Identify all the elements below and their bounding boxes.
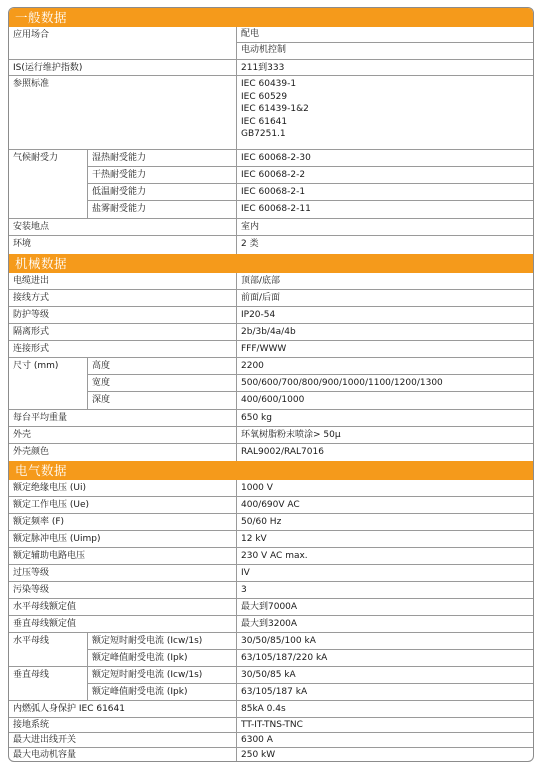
table-row xyxy=(9,514,533,531)
row-value: 环氧树脂粉末喷涂> 50μ xyxy=(236,427,534,443)
row-value: 12 kV xyxy=(236,531,534,547)
table-row xyxy=(9,599,533,616)
table-row xyxy=(9,150,533,219)
sub-value: IEC 60068-2-30 xyxy=(236,150,534,166)
row-label: 防护等级 xyxy=(13,310,50,320)
table-row xyxy=(9,582,533,599)
sub-value: IEC 60068-2-1 xyxy=(236,184,534,200)
table-row xyxy=(9,290,533,307)
sub-value: IEC 60068-2-2 xyxy=(236,167,534,183)
row-label: 额定辅助电路电压 xyxy=(13,551,86,561)
sub-row xyxy=(87,392,534,409)
sub-value: 30/50/85/100 kA xyxy=(236,633,534,649)
row-value: 250 kW xyxy=(236,748,534,762)
row-label: 水平母线 xyxy=(13,636,50,646)
row-label: 电缆进出 xyxy=(13,276,50,286)
sub-value: 30/50/85 kA xyxy=(236,667,534,683)
row-value: 2 类 xyxy=(236,236,534,254)
table-row xyxy=(9,616,533,633)
row-value: 最大到3200A xyxy=(236,616,534,632)
row-value: 3 xyxy=(236,582,534,598)
row-value: 6300 A xyxy=(236,733,534,747)
table-row xyxy=(9,667,533,701)
row-label: 参照标准 xyxy=(13,79,50,89)
row-label: 额定频率 (F) xyxy=(13,517,65,527)
row-label: 应用场合 xyxy=(13,30,50,40)
row-label: 最大进出线开关 xyxy=(13,735,77,745)
sub-value: 500/600/700/800/900/1000/1100/1200/1300 xyxy=(236,375,534,391)
row-label: 垂直母线 xyxy=(13,670,50,680)
table-row xyxy=(9,27,533,60)
table-row xyxy=(9,565,533,582)
row-label: 垂直母线额定值 xyxy=(13,619,77,629)
table-row xyxy=(9,531,533,548)
sub-label: 额定短时耐受电流 (Icw/1s) xyxy=(87,633,236,649)
row-label: 尺寸 (mm) xyxy=(13,361,59,371)
table-row xyxy=(9,633,533,667)
sub-label: 湿热耐受能力 xyxy=(87,150,236,166)
row-label: 污染等级 xyxy=(13,585,50,595)
row-value: 顶部/底部 xyxy=(236,273,534,289)
sub-value: 63/105/187 kA xyxy=(236,684,534,701)
section-header-general: 一般数据 xyxy=(9,8,533,27)
table-row xyxy=(9,341,533,358)
row-value: 2b/3b/4a/4b xyxy=(236,324,534,340)
table-row xyxy=(9,497,533,514)
row-label: 最大电动机容量 xyxy=(13,750,77,760)
table-row xyxy=(9,236,533,254)
table-row xyxy=(9,701,533,718)
row-label: 安装地点 xyxy=(13,222,50,232)
row-value: IV xyxy=(236,565,534,581)
table-row xyxy=(9,358,533,410)
sub-label: 高度 xyxy=(87,358,236,374)
row-label: 额定绝缘电压 (Ui) xyxy=(13,483,86,493)
row-label: 接地系统 xyxy=(13,720,50,730)
value-line: 配电 xyxy=(237,27,534,43)
table-row xyxy=(9,410,533,427)
row-label: 气候耐受力 xyxy=(13,153,59,163)
table-row xyxy=(9,307,533,324)
sub-label: 干热耐受能力 xyxy=(87,167,236,183)
sub-row xyxy=(87,650,534,667)
sub-label: 额定短时耐受电流 (Icw/1s) xyxy=(87,667,236,683)
sub-label: 额定峰值耐受电流 (Ipk) xyxy=(87,684,236,701)
row-value: RAL9002/RAL7016 xyxy=(236,444,534,461)
sub-row xyxy=(87,358,534,375)
table-row xyxy=(9,480,533,497)
sub-value: 63/105/187/220 kA xyxy=(236,650,534,667)
section-header-electrical: 电气数据 xyxy=(9,461,533,480)
table-row xyxy=(9,427,533,444)
row-label: 连接形式 xyxy=(13,344,50,354)
row-value: FFF/WWW xyxy=(236,341,534,357)
row-label: 外壳 xyxy=(13,430,32,440)
table-row xyxy=(9,219,533,236)
row-label: IS(运行维护指数) xyxy=(13,63,83,73)
value-line: 电动机控制 xyxy=(241,45,287,55)
row-label: 水平母线额定值 xyxy=(13,602,77,612)
row-label: 额定工作电压 (Ue) xyxy=(13,500,90,510)
sub-label: 低温耐受能力 xyxy=(87,184,236,200)
sub-label: 盐雾耐受能力 xyxy=(87,201,236,218)
row-label: 每台平均重量 xyxy=(13,413,68,423)
row-value xyxy=(236,27,534,59)
sub-row xyxy=(87,150,534,167)
row-value: 400/690V AC xyxy=(236,497,534,513)
row-label: 额定脉冲电压 (Uimp) xyxy=(13,534,101,544)
table-row xyxy=(9,76,533,150)
table-row xyxy=(9,748,533,762)
row-value: 前面/后面 xyxy=(236,290,534,306)
table-row xyxy=(9,548,533,565)
spec-table xyxy=(8,7,534,762)
row-label: 内燃弧人身保护 IEC 61641 xyxy=(13,704,125,714)
sub-row xyxy=(87,184,534,201)
row-value: 85kA 0.4s xyxy=(236,701,534,717)
sub-label: 额定峰值耐受电流 (Ipk) xyxy=(87,650,236,667)
sub-value: 400/600/1000 xyxy=(236,392,534,409)
row-label: 过压等级 xyxy=(13,568,50,578)
table-row xyxy=(9,718,533,733)
row-value: 211到333 xyxy=(236,60,534,75)
sub-value: 2200 xyxy=(236,358,534,374)
table-row xyxy=(9,444,533,461)
sub-row xyxy=(87,375,534,392)
sub-label: 宽度 xyxy=(87,375,236,391)
row-value: 50/60 Hz xyxy=(236,514,534,530)
sub-row xyxy=(87,684,534,701)
row-value: IP20-54 xyxy=(236,307,534,323)
row-value: IEC 60439-1 IEC 60529 IEC 61439-1&2 IEC 61641 GB7251.1 xyxy=(236,76,534,149)
row-value: 室内 xyxy=(236,219,534,235)
section-header-mechanical: 机械数据 xyxy=(9,254,533,273)
sub-row xyxy=(87,667,534,684)
table-row xyxy=(9,733,533,748)
table-row xyxy=(9,273,533,290)
sub-value: IEC 60068-2-11 xyxy=(236,201,534,218)
row-label: 隔离形式 xyxy=(13,327,50,337)
row-value: 最大到7000A xyxy=(236,599,534,615)
row-label: 外壳颜色 xyxy=(13,447,50,457)
row-value: 230 V AC max. xyxy=(236,548,534,564)
table-row xyxy=(9,60,533,76)
sub-row xyxy=(87,633,534,650)
sub-row xyxy=(87,201,534,218)
sub-row xyxy=(87,167,534,184)
sub-label: 深度 xyxy=(87,392,236,409)
row-label: 环境 xyxy=(13,239,32,249)
row-label: 接线方式 xyxy=(13,293,50,303)
table-row xyxy=(9,324,533,341)
row-value: 1000 V xyxy=(236,480,534,496)
row-value: 650 kg xyxy=(236,410,534,426)
row-value: TT-IT-TNS-TNC xyxy=(236,718,534,732)
